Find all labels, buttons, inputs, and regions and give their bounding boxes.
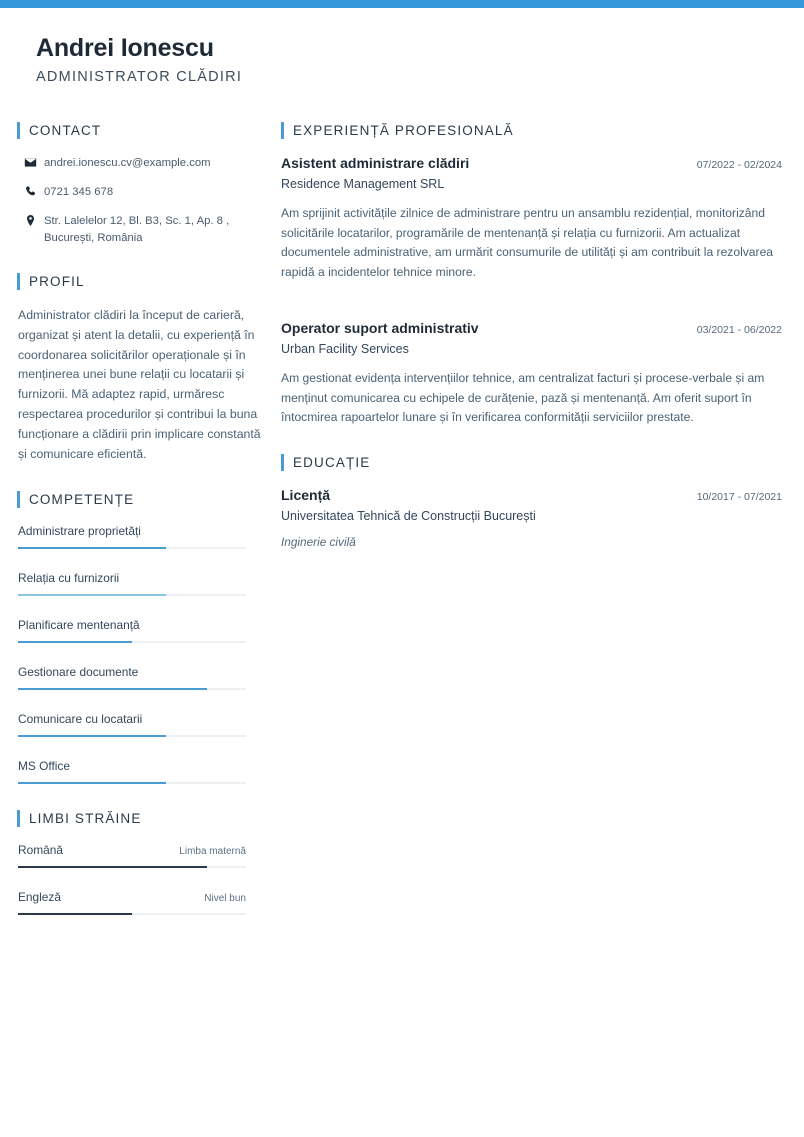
- skill-item: [17, 524, 262, 549]
- contact-heading: [17, 122, 262, 139]
- accent-mark: [281, 122, 284, 139]
- education-heading-label: EDUCAȚIE: [293, 455, 371, 471]
- right-column: [262, 122, 804, 575]
- experience-date-range: 07/2022 - 02/2024: [696, 159, 782, 171]
- top-accent-bar: [0, 0, 804, 8]
- profile-heading: [17, 273, 262, 290]
- accent-mark: [17, 122, 20, 139]
- contact-item-phone[interactable]: [17, 184, 262, 201]
- skill-bar-fill: [18, 641, 132, 643]
- entry-header: [281, 155, 782, 171]
- accent-mark: [17, 491, 20, 508]
- skill-item: [17, 571, 262, 596]
- accent-mark: [17, 273, 20, 290]
- languages-heading-label: LIMBI STRĂINE: [29, 811, 142, 826]
- contact-phone-value: 0721 345 678: [44, 185, 114, 198]
- language-row: [18, 843, 246, 857]
- education-date-range: 10/2017 - 07/2021: [696, 491, 782, 504]
- language-bar-fill: [18, 866, 207, 868]
- experience-company: Residence Management SRL: [281, 177, 445, 191]
- contact-address-value: Str. Lalelelor 12, Bl. B3, Sc. 1, Ap. 8 , București, România: [44, 214, 230, 244]
- skill-bar-fill: [18, 735, 166, 737]
- skill-label: Planificare mentenanță: [18, 618, 140, 632]
- skill-bar-track: [18, 782, 246, 784]
- skill-item: [17, 712, 262, 737]
- experience-job-title: Asistent administrare clădiri: [281, 155, 470, 171]
- experience-entry: [281, 320, 782, 428]
- skills-list: [17, 524, 262, 784]
- profile-summary-text: Administrator clădiri la început de carieră, organizat și atent la detalii, cu experiență în coordonarea solicitărilor operaționale și în menținerea unei bune relații cu locatarii și furnizorii. Mă adaptez rapid, urmăresc respectarea procedurilor și contribui la buna funcționare a clădirii prin implicare constantă și comunicare eficientă.: [18, 307, 261, 462]
- education-institution: Universitatea Tehnică de Construcții București: [281, 509, 536, 524]
- entry-header: [281, 487, 782, 503]
- section-skills: [17, 491, 262, 784]
- contact-item-email[interactable]: [17, 155, 262, 172]
- skill-bar-track: [18, 688, 246, 690]
- language-item: [17, 843, 262, 868]
- language-bar-track: [18, 866, 246, 868]
- section-profile: [17, 273, 262, 465]
- skill-bar-track: [18, 735, 246, 737]
- language-name: Română: [18, 843, 63, 857]
- experience-description: Am sprijinit activitățile zilnice de administrare pentru un ansamblu rezidențial, monitorizând solicitările locatarilor, programările de mentenanță și relația cu furnizorii. Am actualizat documentele administrative, am urmărit consumurile de utilități și am contribuit la rezolvarea rapidă a incidentelor tehnice minore.: [281, 206, 774, 279]
- profile-heading-label: PROFIL: [29, 273, 85, 289]
- left-column: [0, 122, 262, 941]
- language-name: Engleză: [18, 890, 61, 904]
- experience-entry: [281, 155, 782, 282]
- skill-label: Comunicare cu locatarii: [18, 712, 143, 726]
- language-level-label: Limba maternă: [179, 846, 246, 857]
- section-languages: [17, 810, 262, 915]
- skill-bar-track: [18, 641, 246, 643]
- location-pin-icon: [20, 213, 40, 227]
- education-field-of-study: Inginerie civilă: [281, 535, 356, 550]
- skill-bar-track: [18, 594, 246, 596]
- languages-list: [17, 843, 262, 915]
- language-level-label: Nivel bun: [204, 893, 246, 904]
- skill-bar-fill: [18, 547, 166, 549]
- experience-list: [281, 155, 782, 428]
- experience-job-title: Operator suport administrativ: [281, 320, 479, 337]
- candidate-job-title: ADMINISTRATOR CLĂDIRI: [36, 69, 243, 85]
- experience-heading-label: EXPERIENȚĂ PROFESIONALĂ: [293, 123, 514, 138]
- education-heading: [281, 454, 782, 471]
- accent-mark: [17, 810, 20, 827]
- entry-header: [281, 320, 782, 336]
- skill-bar-track: [18, 547, 246, 549]
- section-contact: [17, 122, 262, 247]
- skill-label: Administrare proprietăți: [18, 524, 141, 538]
- envelope-icon: [20, 155, 40, 169]
- skill-bar-fill: [18, 782, 166, 784]
- experience-company: Urban Facility Services: [281, 342, 409, 357]
- contact-email-value: andrei.ionescu.cv@example.com: [44, 157, 211, 169]
- skill-bar-fill: [18, 594, 166, 596]
- resume-body: [0, 85, 804, 941]
- languages-heading: [17, 810, 262, 827]
- skill-label: MS Office: [18, 759, 70, 773]
- skill-item: [17, 759, 262, 784]
- education-degree: Licență: [281, 487, 331, 504]
- language-bar-fill: [18, 913, 132, 915]
- contact-heading-label: CONTACT: [29, 123, 102, 138]
- skill-label: Relația cu furnizorii: [18, 571, 120, 585]
- skills-heading-label: COMPETENȚE: [29, 492, 135, 507]
- section-experience: [281, 122, 782, 428]
- candidate-name: Andrei Ionescu: [36, 34, 214, 62]
- language-bar-track: [18, 913, 246, 915]
- skill-bar-fill: [18, 688, 207, 690]
- language-row: [18, 890, 246, 904]
- experience-heading: [281, 122, 782, 139]
- contact-item-address[interactable]: [17, 213, 262, 247]
- experience-date-range: 03/2021 - 06/2022: [696, 324, 782, 337]
- resume-header: [0, 8, 804, 85]
- education-list: [281, 487, 782, 549]
- section-education: [281, 454, 782, 549]
- language-item: [17, 890, 262, 915]
- education-entry: [281, 487, 782, 549]
- skill-item: [17, 618, 262, 643]
- phone-icon: [20, 184, 40, 198]
- experience-description: Am gestionat evidența intervențiilor tehnice, am centralizat facturi și procese-verbale și am menținut comunicarea cu echipele de curățenie, pază și mentenanță. Am oferit suport în întocmirea rapoartelor lunare și în verificarea conformității serviciilor prestate.: [281, 371, 765, 425]
- accent-mark: [281, 454, 284, 471]
- entry-spacer: [281, 308, 782, 320]
- skill-item: [17, 665, 262, 690]
- skills-heading: [17, 491, 262, 508]
- skill-label: Gestionare documente: [18, 665, 139, 679]
